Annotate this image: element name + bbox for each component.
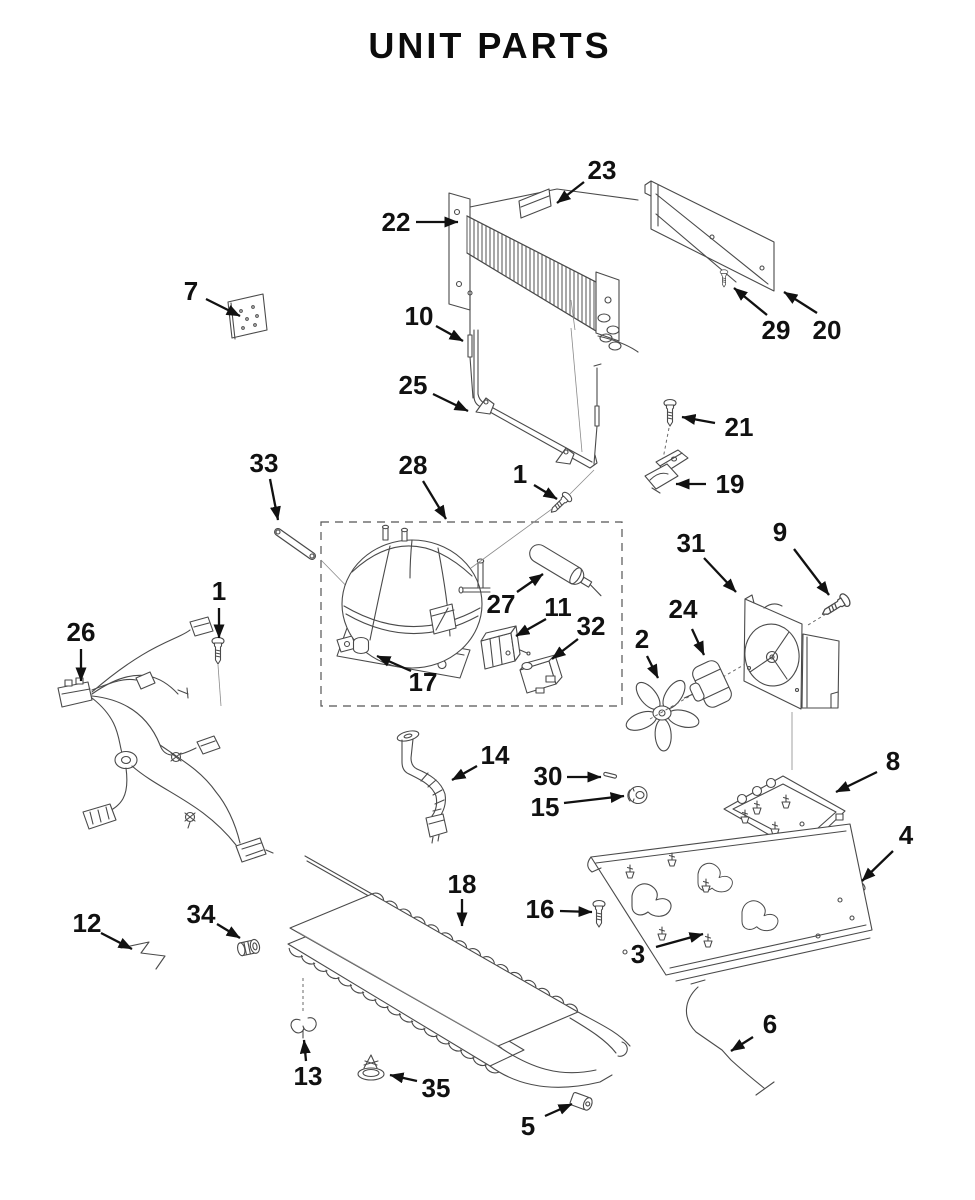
callout-6 [731,1009,777,1051]
callout-number: 35 [421,1073,451,1103]
callout-28 [399,450,446,519]
callout-33 [250,448,279,520]
callout-arrow [217,924,240,938]
callout-number: 19 [715,469,745,499]
callout-number: 26 [66,617,96,647]
callout-number: 34 [186,899,216,929]
part-19-clamp-drawing [645,450,688,493]
callout-arrow [101,933,132,949]
callout-number: 33 [249,448,279,478]
page-title: UNIT PARTS [368,25,612,66]
callout-8 [836,746,900,792]
callout-5 [521,1104,572,1141]
callout-31 [677,528,736,592]
callout-22 [382,207,458,237]
callout-arrow [862,851,893,881]
callout-number: 14 [480,740,510,770]
part-30-pin-drawing [603,772,616,778]
callout-number: 8 [885,746,901,776]
part-26-wire-harness-drawing [58,617,273,862]
callout-number: 17 [408,667,438,697]
callout-number: 18 [447,869,477,899]
callout-1 [513,459,557,499]
callout-number: 13 [293,1061,323,1091]
callout-number: 30 [533,761,563,791]
part-16-screw-drawing [593,901,605,928]
callout-30 [534,761,601,791]
callout-arrow [534,485,557,499]
part-2-fan-blade-drawing [624,677,701,752]
callout-number: 28 [398,450,428,480]
part-9-screw-drawing [808,592,852,625]
callout-arrow [517,574,543,592]
callout-number: 20 [812,315,842,345]
callout-number: 29 [761,315,791,345]
callout-16 [526,894,592,924]
part-1-valve-screw-drawing [547,470,594,516]
part-33-link-drawing [276,530,314,558]
part-25-frame-drawing [474,328,601,468]
callout-arrow [784,292,817,313]
callout-19 [676,469,744,499]
callout-number: 3 [630,939,646,969]
part-31-fan-shroud-drawing [741,595,839,770]
callout-arrow [682,417,715,423]
callout-arrow [704,558,736,592]
callout-11 [516,592,572,636]
callout-13 [294,1040,323,1091]
callout-arrow [794,549,829,595]
callout-number: 9 [772,517,788,547]
callout-number: 11 [544,592,572,622]
callout-number: 15 [530,792,560,822]
callout-arrow [836,772,877,792]
callout-21 [682,412,753,442]
callout-24 [669,594,704,655]
callout-number: 23 [587,155,617,185]
callout-34 [187,899,240,938]
callout-arrow [731,1037,753,1051]
callout-arrow [545,1104,572,1116]
part-34-bushing-drawing [236,939,260,957]
callout-number: 1 [211,576,227,606]
callout-arrow [436,326,463,341]
part-13-clip-drawing [291,978,316,1038]
callout-12 [73,908,132,949]
callout-arrow [452,766,477,780]
callout-number: 6 [762,1009,778,1039]
part-28-compressor-assembly-drawing [321,506,622,706]
callout-number: 24 [668,594,698,624]
callout-number: 31 [676,528,706,558]
callout-18 [448,869,477,926]
callout-arrow [516,619,546,636]
callout-35 [390,1073,450,1103]
callout-2 [635,624,658,678]
callout-arrow [564,796,624,803]
callout-number: 22 [381,207,411,237]
callout-arrow [433,394,468,411]
callout-number: 27 [486,589,516,619]
part-17-grommet-drawing [354,638,369,654]
part-22-condenser-drawing [449,189,638,352]
callout-arrow [560,911,592,912]
callout-29 [734,288,790,345]
callout-number: 7 [183,276,199,306]
callout-arrow [692,629,704,655]
callout-arrow [270,479,278,520]
callout-4 [862,820,914,881]
callout-10 [405,301,463,341]
callout-arrow [647,656,658,678]
callout-1 [212,576,226,638]
part-20-rear-cover-drawing [645,181,774,291]
part-32-cover-drawing [520,655,562,693]
callout-27 [487,574,543,619]
callout-9 [773,517,829,595]
callout-25 [399,370,468,411]
callout-15 [531,792,624,822]
callout-arrow [304,1040,306,1061]
part-35-push-fastener-drawing [358,1055,384,1080]
part-29-screw-drawing [720,270,728,287]
part-14-drain-hose-drawing [396,729,447,843]
part-7-plate-drawing [228,294,267,339]
part-1-screw-drawing [212,638,224,707]
callout-arrow [552,639,578,659]
part-6-wire-bracket-drawing [686,980,774,1095]
callout-26 [67,617,96,681]
callout-14 [452,740,510,780]
callout-number: 25 [398,370,428,400]
callout-number: 5 [520,1111,536,1141]
callout-arrow [423,481,446,519]
part-5-spacer-drawing [570,1092,594,1111]
callout-number: 10 [404,301,434,331]
callout-number: 16 [525,894,555,924]
callout-number: 1 [512,459,528,489]
callout-number: 2 [634,624,650,654]
part-15-grommet-drawing [628,787,647,804]
callout-number: 32 [576,611,606,641]
callout-20 [784,292,841,345]
callout-number: 21 [724,412,754,442]
callout-number: 12 [72,908,102,938]
callout-number: 4 [898,820,914,850]
callout-arrow [734,288,767,315]
callout-arrow [390,1075,417,1081]
